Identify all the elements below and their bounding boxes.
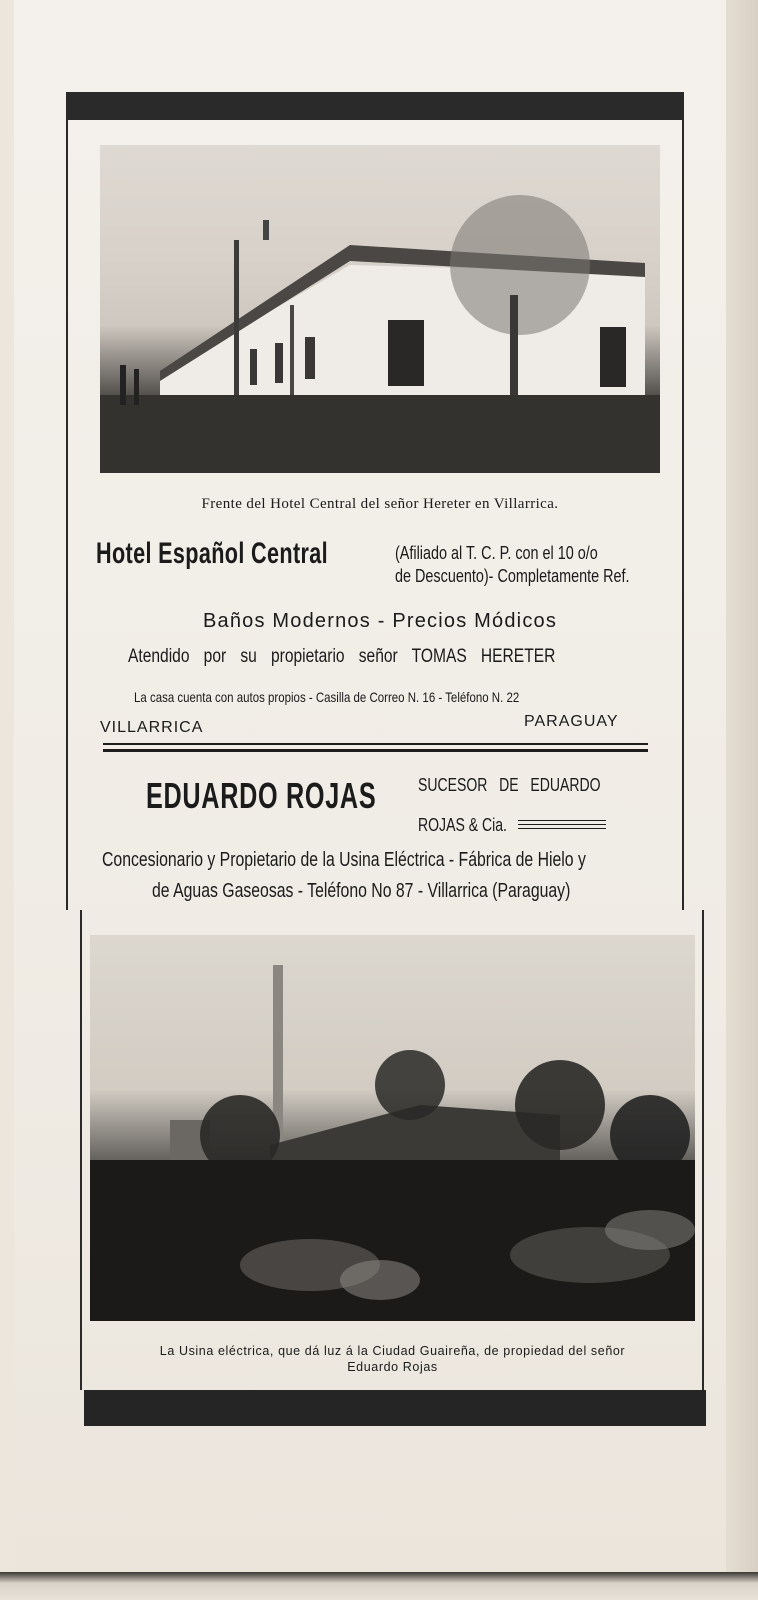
hotel-affiliation-line2: de Descuento)- Completamente Ref. — [395, 566, 630, 586]
divider-rule-thick — [103, 749, 648, 752]
rojas-name: EDUARDO ROJAS — [146, 775, 377, 816]
power-plant-caption-line1: La Usina eléctrica, que dá luz á la Ciudad Guaireña, de propiedad del señor — [159, 1344, 626, 1358]
rojas-successor-line1: SUCESOR DE EDUARDO — [418, 775, 601, 795]
hotel-photo-caption: Frente del Hotel Central del señor Hereter en Villarrica. — [201, 496, 559, 512]
rojas-description-line1: Concesionario y Propietario de la Usina Eléctrica - Fábrica de Hielo y — [102, 849, 586, 871]
hotel-name: Hotel Español Central — [96, 537, 328, 570]
binding-strip — [0, 1572, 758, 1600]
frame-border-left-lower — [80, 910, 82, 1390]
page-edge — [726, 0, 758, 1572]
top-black-bar — [66, 92, 684, 120]
hotel-contact: La casa cuenta con autos propios - Casilla de Correo N. 16 - Teléfono N. 22 — [134, 689, 520, 705]
hotel-photo — [100, 145, 660, 473]
frame-border-right-lower — [702, 910, 704, 1390]
rojas-successor-line2: ROJAS & Cia. — [418, 815, 507, 835]
hotel-city: VILLARRICA — [100, 719, 204, 736]
frame-border-right — [682, 120, 684, 910]
hotel-country: PARAGUAY — [524, 713, 619, 730]
bottom-black-bar — [84, 1390, 706, 1426]
divider-rule-thin — [103, 743, 648, 745]
power-plant-caption-line2: Eduardo Rojas — [347, 1360, 438, 1374]
hotel-amenities: Baños Modernos - Precios Módicos — [202, 610, 558, 632]
hotel-affiliation-line1: (Afiliado al T. C. P. con el 10 o/o — [395, 543, 598, 563]
power-plant-photo — [90, 935, 695, 1321]
frame-border-left — [66, 120, 68, 910]
hotel-proprietor: Atendido por su propietario señor TOMAS HERETER — [128, 646, 556, 667]
power-plant-illustration — [90, 935, 695, 1321]
hotel-building-illustration — [100, 145, 660, 473]
rojas-description-line2: de Aguas Gaseosas - Teléfono No 87 - Villarrica (Paraguay) — [152, 880, 571, 902]
successor-decorative-lines — [518, 820, 606, 832]
